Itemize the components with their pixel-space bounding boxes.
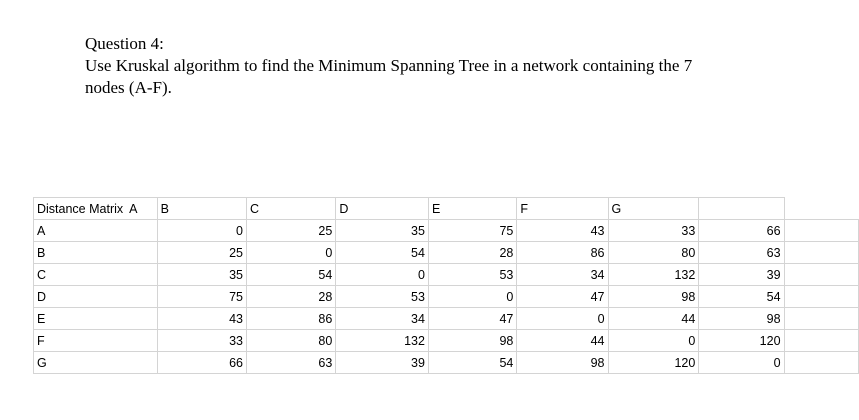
distance-cell: 54 [699, 286, 784, 308]
distance-cell: 43 [157, 308, 246, 330]
distance-cell: 98 [699, 308, 784, 330]
distance-cell: 120 [608, 352, 699, 374]
table-row [34, 286, 859, 308]
distance-cell: 44 [517, 330, 608, 352]
row-empty-cell [784, 220, 858, 242]
distance-cell: 75 [157, 286, 246, 308]
row-label-b: B [34, 242, 158, 264]
column-header-a: A [129, 201, 138, 216]
distance-cell: 43 [517, 220, 608, 242]
distance-cell: 75 [428, 220, 516, 242]
row-empty-cell [784, 352, 858, 374]
distance-cell: 34 [336, 308, 429, 330]
column-header-g: G [608, 198, 699, 220]
table-row [34, 330, 859, 352]
distance-cell: 47 [428, 308, 516, 330]
table-row [34, 264, 859, 286]
distance-cell: 54 [428, 352, 516, 374]
question-text-line-2: nodes (A-F). [85, 78, 172, 97]
distance-cell: 34 [517, 264, 608, 286]
matrix-corner-label: Distance Matrix [37, 201, 124, 216]
column-header-b: B [157, 198, 246, 220]
matrix-corner-cell [34, 198, 158, 220]
distance-cell: 0 [336, 264, 429, 286]
distance-cell: 98 [428, 330, 516, 352]
distance-cell: 35 [157, 264, 246, 286]
row-empty-cell [784, 308, 858, 330]
row-empty-cell [784, 330, 858, 352]
distance-cell: 28 [246, 286, 335, 308]
distance-cell: 39 [699, 264, 784, 286]
row-empty-cell [784, 264, 858, 286]
question-block [85, 33, 785, 99]
column-header-f: F [517, 198, 608, 220]
row-label-f: F [34, 330, 158, 352]
distance-cell: 0 [517, 308, 608, 330]
table-row [34, 308, 859, 330]
column-header-e: E [428, 198, 516, 220]
row-label-g: G [34, 352, 158, 374]
distance-cell: 35 [336, 220, 429, 242]
question-text-line-1: Use Kruskal algorithm to find the Minimum Spanning Tree in a network containing the 7 [85, 56, 693, 75]
row-label-e: E [34, 308, 158, 330]
distance-cell: 66 [157, 352, 246, 374]
table-row [34, 242, 859, 264]
distance-cell: 0 [608, 330, 699, 352]
question-heading: Question 4: [85, 34, 164, 53]
distance-matrix-body [34, 198, 859, 374]
distance-cell: 132 [608, 264, 699, 286]
distance-cell: 120 [699, 330, 784, 352]
column-header-d: D [336, 198, 429, 220]
distance-cell: 53 [336, 286, 429, 308]
header-empty-cell [699, 198, 784, 220]
distance-cell: 33 [608, 220, 699, 242]
distance-cell: 33 [157, 330, 246, 352]
distance-cell: 47 [517, 286, 608, 308]
distance-cell: 44 [608, 308, 699, 330]
distance-matrix-table [33, 197, 859, 374]
row-label-d: D [34, 286, 158, 308]
distance-cell: 25 [157, 242, 246, 264]
distance-cell: 28 [428, 242, 516, 264]
table-row [34, 352, 859, 374]
distance-cell: 0 [699, 352, 784, 374]
distance-cell: 80 [246, 330, 335, 352]
column-header-c: C [246, 198, 335, 220]
distance-cell: 80 [608, 242, 699, 264]
distance-cell: 132 [336, 330, 429, 352]
distance-cell: 54 [336, 242, 429, 264]
distance-cell: 0 [157, 220, 246, 242]
row-label-a: A [34, 220, 158, 242]
distance-cell: 98 [608, 286, 699, 308]
table-row [34, 220, 859, 242]
distance-cell: 66 [699, 220, 784, 242]
distance-cell: 53 [428, 264, 516, 286]
distance-cell: 63 [699, 242, 784, 264]
matrix-header-row [34, 198, 859, 220]
distance-cell: 54 [246, 264, 335, 286]
row-empty-cell [784, 242, 858, 264]
distance-cell: 0 [246, 242, 335, 264]
distance-cell: 86 [517, 242, 608, 264]
distance-cell: 25 [246, 220, 335, 242]
distance-cell: 86 [246, 308, 335, 330]
row-label-c: C [34, 264, 158, 286]
distance-cell: 98 [517, 352, 608, 374]
distance-cell: 39 [336, 352, 429, 374]
row-empty-cell [784, 286, 858, 308]
distance-cell: 0 [428, 286, 516, 308]
distance-cell: 63 [246, 352, 335, 374]
